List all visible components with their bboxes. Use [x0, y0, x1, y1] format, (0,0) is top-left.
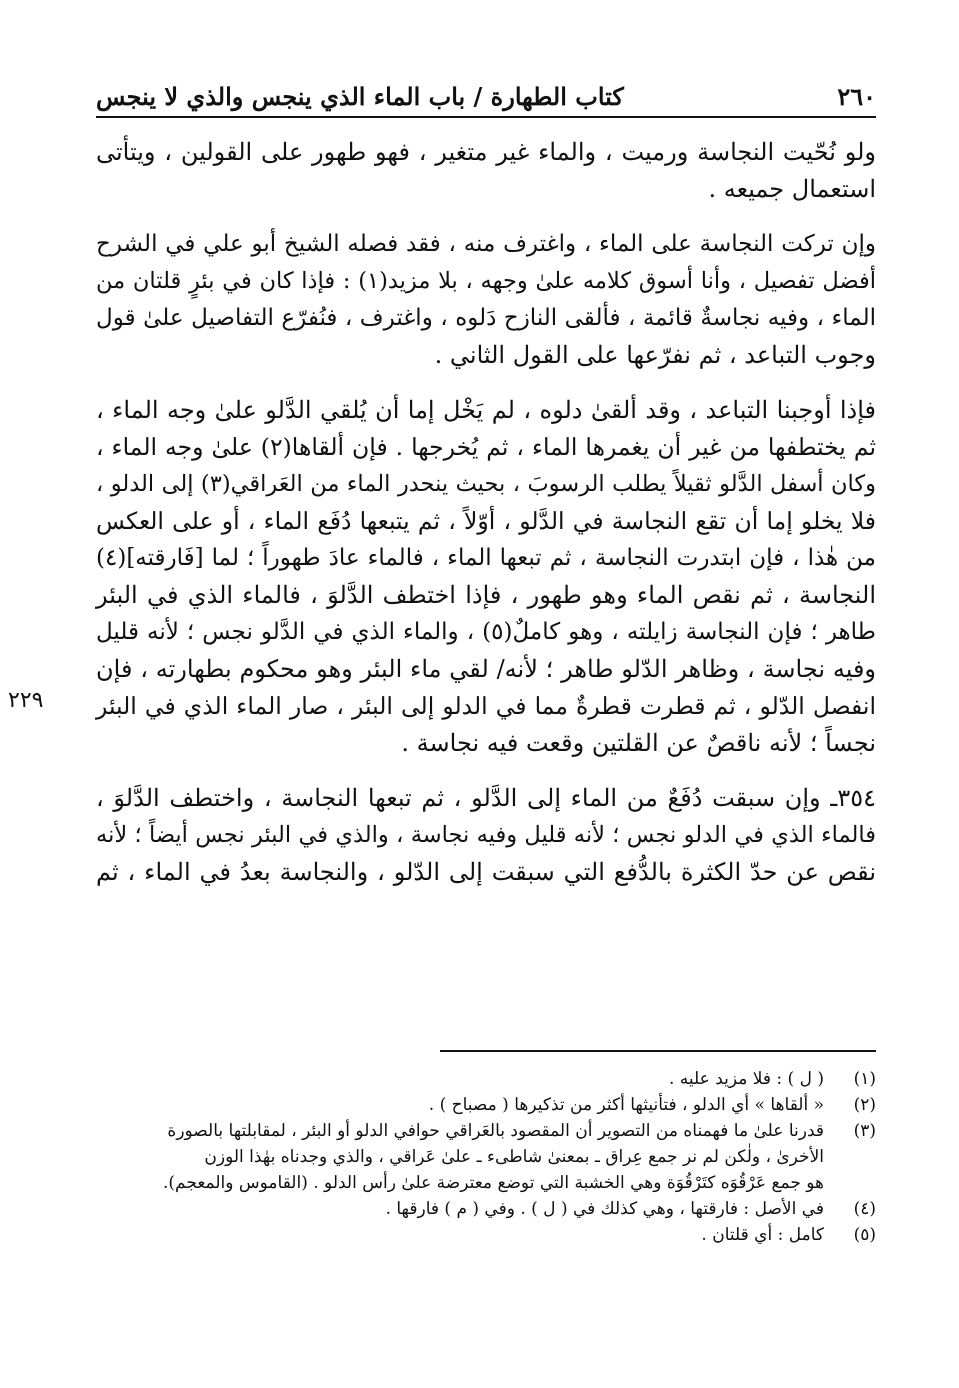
text-line: الماء ، وفيه نجاسةٌ قائمة ، فألقى النازح دَلوه ، واغترف ، فنُفرّع التفاصيل علىٰ قول [96, 305, 876, 331]
footnote-number: (٣) [853, 1121, 876, 1141]
paragraph-3 [8, 392, 876, 762]
text-line: من هٰذا ، فإن ابتدرت النجاسة ، ثم تبعها الماء ، فالماء عادَ طهوراً ؛ لما [فَارقته](٤) [96, 545, 876, 571]
header-title: كتاب الطهارة / باب الماء الذي ينجس والذي لا ينجس [96, 82, 624, 111]
footnote-2 [96, 1092, 876, 1118]
text-line: وإن تركت النجاسة على الماء ، واغترف منه ، فقد فصله الشيخ أبو علي في الشرح [96, 231, 876, 257]
text-line: استعمال جميعه . [708, 175, 876, 203]
footnote-number: (٥) [853, 1225, 876, 1245]
footnote-number: (٤) [853, 1199, 876, 1219]
main-text [8, 134, 876, 909]
footnote-text: الأخرىٰ ، ولٰكن لم نر جمع عِراق ـ بمعنىٰ شاطىء ـ علىٰ عَراقي ، والذي وجدناه بهٰذا الوزن [204, 1147, 824, 1167]
footnote-text: ( ل ) : فلا مزيد عليه . [668, 1069, 824, 1089]
footnote-4 [96, 1196, 876, 1222]
text-line: فإذا أوجبنا التباعد ، وقد ألقىٰ دلوه ، لم يَخْل إما أن يُلقي الدَّلو علىٰ وجه الماء ، [96, 396, 876, 424]
footnote-text: كامل : أي قلتان . [701, 1225, 824, 1245]
text-line: ٣٥٤ـ وإن سبقت دُفَعٌ من الماء إلى الدَّلو ، ثم تبعها النجاسة ، واختطف الدَّلوَ ، [96, 784, 876, 812]
text-line: ولو نُحّيت النجاسة ورميت ، والماء غير متغير ، فهو طهور على القولين ، ويتأتى [96, 138, 876, 166]
paragraph-1 [96, 134, 876, 208]
footnote-text: « ألقاها » أي الدلو ، فتأنيثها أكثر من تذكيرها ( مصباح ) . [428, 1095, 824, 1115]
text-line: نجساً ؛ لأنه ناقصٌ عن القلتين وقعت فيه نجاسة . [401, 729, 876, 757]
text-line: فلا يخلو إما أن تقع النجاسة في الدَّلو ، أوّلاً ، ثم يتبعها دُفَع الماء ، أو على العكس [96, 507, 876, 535]
paragraph-2 [96, 226, 876, 374]
footnote-text: هو جمع عَرْقُوَه كتَرْقُوَة وهي الخشبة التي توضع معترضة علىٰ رأس الدلو . (القاموس والمعجم). [163, 1173, 824, 1193]
manuscript-folio-number: ٢٢٩ [8, 688, 44, 713]
footnote-1 [96, 1066, 876, 1092]
footnote-number: (١) [853, 1069, 876, 1089]
footnote-number: (٢) [853, 1095, 876, 1115]
footnotes [96, 1066, 876, 1248]
text-line: ثم يختطفها من غير أن يغمرها الماء ، ثم يُخرجها . فإن ألقاها(٢) علىٰ وجه الماء ، [96, 433, 876, 461]
footnote-5 [96, 1222, 876, 1248]
page-number: ٢٦٠ [837, 82, 876, 111]
text-line: أفضل تفصيل ، وأنا أسوق كلامه علىٰ وجهه ، بلا مزيد(١) : فإذا كان في بئرٍ قلتان من [96, 268, 876, 294]
footnote-text: في الأصل : فارقتها ، وهي كذلك في ( ل ) . وفي ( م ) فارقها . [385, 1199, 824, 1219]
text-line: وكان أسفل الدَّلو ثقيلاً يطلب الرسوبَ ، بحيث ينحدر الماء من العَراقي(٣) إلى الدلو ، [96, 471, 876, 497]
running-header [96, 80, 876, 118]
footnote-text: قدرنا علىٰ ما فهمناه من التصوير أن المقصود بالعَراقي حوافي الدلو أو البئر ، لمقابلتها بالصورة [167, 1121, 824, 1141]
text-line: نقص عن حدّ الكثرة بالدُّفع التي سبقت إلى الدّلو ، والنجاسة بعدُ في الماء ، ثم [96, 858, 876, 886]
text-line: وفيه نجاسة ، وظاهر الدّلو طاهر ؛ لأنه/ لقي ماء البئر وهو محكوم بطهارته ، فإن [96, 655, 876, 683]
text-line: انفصل الدّلو ، ثم قطرت قطرةٌ مما في الدلو إلى البئر ، صار الماء الذي في البئر [96, 692, 876, 720]
footnote-3 [96, 1118, 876, 1196]
text-line: وجوب التباعد ، ثم نفرّعها على القول الثاني . [434, 341, 876, 369]
text-line: طاهر ؛ فإن النجاسة زايلته ، وهو كاملٌ(٥) ، والماء الذي في الدَّلو نجس ؛ لأنه قليل [96, 619, 876, 645]
paragraph-4 [96, 780, 876, 891]
text-line: فالماء الذي في الدلو نجس ؛ لأنه قليل وفيه نجاسة ، والذي في البئر نجس أيضاً ؛ لأنه [96, 822, 876, 848]
text-line: النجاسة ، ثم نقص الماء وهو طهور ، فإذا اختطف الدَّلوَ ، فالماء الذي في البئر [96, 581, 876, 609]
footnote-separator [440, 1050, 876, 1052]
